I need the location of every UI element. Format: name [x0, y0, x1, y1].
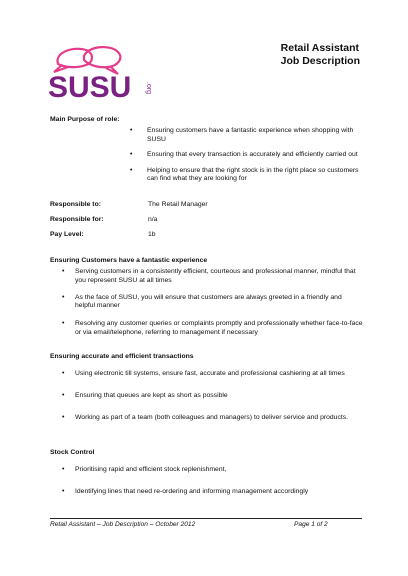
pay-level-value: 1b [148, 231, 156, 238]
list-item: • Serving customers in a consistently efficient, courteous and professional manner, mindful that you represent SUSU at all times [58, 268, 363, 286]
list-item: • Using electronic till systems, ensure fast, accurate and professional cashiering at all times [58, 370, 363, 379]
list-item: • Ensuring customers have a fantastic experience when shopping with SUSU [126, 127, 366, 144]
footer-page-number: Page 1 of 2 [294, 521, 328, 528]
logo-wordmark: SUSU [48, 71, 132, 104]
logo-suffix: .org [145, 82, 152, 95]
footer-divider [50, 518, 362, 519]
list-item: • Working as part of a team (both colleagues and managers) to deliver service and products. [58, 414, 363, 423]
main-purpose-label: Main Purpose of role: [50, 116, 120, 123]
list-item: • Resolving any customer queries or complaints promptly and professionally whether face-to-face or via email/telephone, referring to management if necessary [58, 320, 363, 338]
list-item: • Ensuring that every transaction is accurately and efficiently carried out [126, 151, 366, 160]
page-title [281, 42, 360, 68]
susu-logo [44, 42, 164, 104]
section-heading-customers: Ensuring Customers have a fantastic experience [50, 257, 208, 264]
list-item: • Ensuring that queues are kept as short as possible [58, 392, 363, 401]
footer-doc-info: Retail Assistant – Job Description – October 2012 [50, 521, 196, 528]
section-list-customers [58, 268, 363, 338]
title-line-1: Retail Assistant [280, 42, 360, 54]
section-heading-stock: Stock Control [50, 449, 95, 456]
list-item: • Helping to ensure that the right stock is in the right place so customers can find what they are looking for [126, 167, 366, 184]
section-list-transactions [58, 370, 363, 422]
responsible-for-value: n/a [148, 216, 158, 223]
pay-level-label: Pay Level: [50, 231, 84, 238]
list-item: • Identifying lines that need re-ordering and informing management accordingly [58, 488, 363, 497]
section-list-stock [58, 466, 363, 497]
list-item: • Prioritising rapid and efficient stock replenishment, [58, 466, 363, 475]
title-line-2: Job Description [280, 55, 360, 67]
responsible-to-value: The Retail Manager [148, 201, 208, 208]
main-purpose-list [126, 127, 366, 191]
list-item: • As the face of SUSU, you will ensure that customers are always greeted in a friendly and helpful manner [58, 294, 363, 312]
responsible-for-label: Responsible for: [50, 216, 104, 223]
responsible-to-label: Responsible to: [50, 201, 101, 208]
section-heading-transactions: Ensuring accurate and efficient transactions [50, 353, 194, 360]
